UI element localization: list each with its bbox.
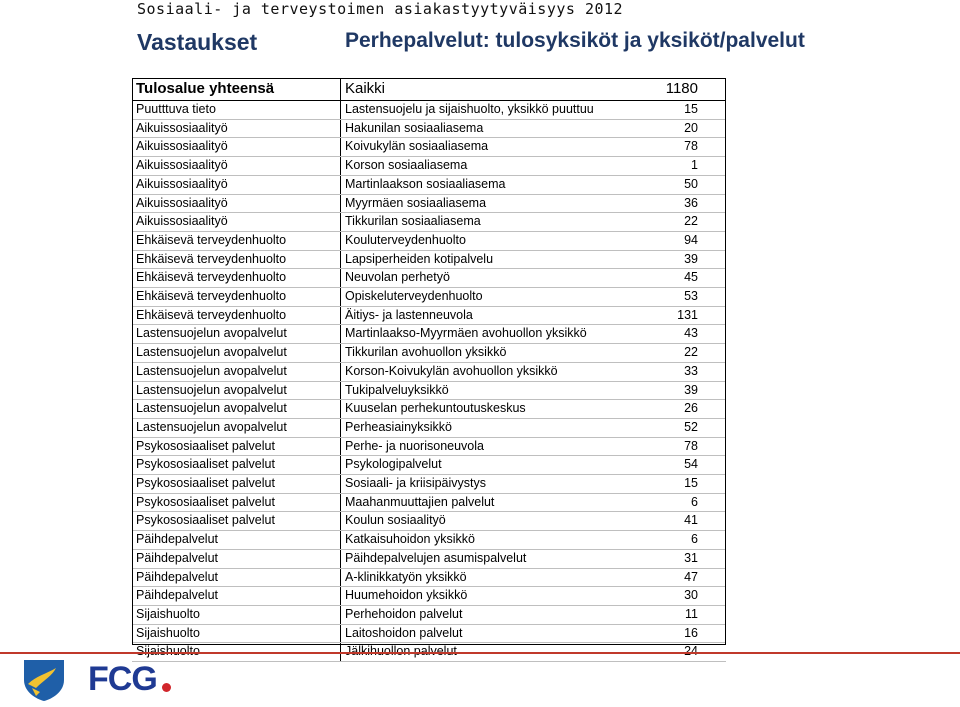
row-area: Aikuissosiaalityö — [132, 119, 341, 138]
row-count: 22 — [634, 344, 726, 363]
row-area: Psykososiaaliset palvelut — [132, 437, 341, 456]
responses-table — [132, 78, 726, 662]
row-area: Ehkäisevä terveydenhuolto — [132, 231, 341, 250]
row-count: 78 — [634, 437, 726, 456]
table-row — [132, 213, 726, 232]
row-count: 11 — [634, 605, 726, 624]
row-area: Ehkäisevä terveydenhuolto — [132, 250, 341, 269]
row-count: 45 — [634, 269, 726, 288]
table-row — [132, 549, 726, 568]
row-unit: Myyrmäen sosiaaliasema — [341, 194, 635, 213]
row-area: Aikuissosiaalityö — [132, 194, 341, 213]
row-area: Psykososiaaliset palvelut — [132, 456, 341, 475]
total-count: 1180 — [634, 78, 726, 101]
row-count: 33 — [634, 362, 726, 381]
table-row — [132, 157, 726, 176]
table-row — [132, 475, 726, 494]
row-area: Päihdepalvelut — [132, 531, 341, 550]
table-row — [132, 306, 726, 325]
table-row — [132, 512, 726, 531]
row-unit: Tikkurilan sosiaaliasema — [341, 213, 635, 232]
row-area: Aikuissosiaalityö — [132, 175, 341, 194]
row-count: 36 — [634, 194, 726, 213]
row-unit: Perhehoidon palvelut — [341, 605, 635, 624]
row-area: Aikuissosiaalityö — [132, 157, 341, 176]
table-row — [132, 138, 726, 157]
row-unit: Koivukylän sosiaaliasema — [341, 138, 635, 157]
row-count: 52 — [634, 418, 726, 437]
row-count: 6 — [634, 493, 726, 512]
row-area: Ehkäisevä terveydenhuolto — [132, 306, 341, 325]
table-row — [132, 269, 726, 288]
row-area: Päihdepalvelut — [132, 568, 341, 587]
city-crest-icon — [22, 658, 66, 707]
row-area: Päihdepalvelut — [132, 587, 341, 606]
row-count: 50 — [634, 175, 726, 194]
row-area: Sijaishuolto — [132, 605, 341, 624]
table-row — [132, 288, 726, 307]
document-top-title: Sosiaali- ja terveystoimen asiakastyytyväisyys 2012 — [137, 0, 624, 18]
row-unit: Korson-Koivukylän avohuollon yksikkö — [341, 362, 635, 381]
table-row — [132, 250, 726, 269]
row-unit: Päihdepalvelujen asumispalvelut — [341, 549, 635, 568]
row-area: Psykososiaaliset palvelut — [132, 493, 341, 512]
row-area: Aikuissosiaalityö — [132, 213, 341, 232]
row-count: 22 — [634, 213, 726, 232]
row-area: Lastensuojelun avopalvelut — [132, 381, 341, 400]
table-row — [132, 194, 726, 213]
table-row — [132, 605, 726, 624]
row-count: 39 — [634, 250, 726, 269]
row-unit: Äitiys- ja lastenneuvola — [341, 306, 635, 325]
row-count: 15 — [634, 101, 726, 120]
table-row — [132, 437, 726, 456]
row-unit: A-klinikkatyön yksikkö — [341, 568, 635, 587]
row-unit: Perhe- ja nuorisoneuvola — [341, 437, 635, 456]
row-unit: Koulun sosiaalityö — [341, 512, 635, 531]
table-row — [132, 175, 726, 194]
row-unit: Kouluterveydenhuolto — [341, 231, 635, 250]
row-unit: Huumehoidon yksikkö — [341, 587, 635, 606]
row-unit: Martinlaakso-Myyrmäen avohuollon yksikkö — [341, 325, 635, 344]
row-area: Lastensuojelun avopalvelut — [132, 418, 341, 437]
section-heading: Vastaukset — [137, 29, 258, 55]
row-count: 54 — [634, 456, 726, 475]
table-row — [132, 493, 726, 512]
table-row — [132, 231, 726, 250]
row-area: Lastensuojelun avopalvelut — [132, 325, 341, 344]
row-area: Ehkäisevä terveydenhuolto — [132, 288, 341, 307]
table-row — [132, 381, 726, 400]
footer-divider — [0, 652, 960, 654]
row-count: 6 — [634, 531, 726, 550]
table-row — [132, 456, 726, 475]
row-count: 15 — [634, 475, 726, 494]
row-area: Aikuissosiaalityö — [132, 138, 341, 157]
row-count: 78 — [634, 138, 726, 157]
row-unit: Korson sosiaaliasema — [341, 157, 635, 176]
row-unit: Laitoshoidon palvelut — [341, 624, 635, 643]
row-count: 53 — [634, 288, 726, 307]
row-area: Ehkäisevä terveydenhuolto — [132, 269, 341, 288]
row-area: Psykososiaaliset palvelut — [132, 512, 341, 531]
table-row — [132, 418, 726, 437]
table-row — [132, 344, 726, 363]
total-label: Tulosalue yhteensä — [132, 78, 341, 101]
row-count: 31 — [634, 549, 726, 568]
row-count: 47 — [634, 568, 726, 587]
total-unit: Kaikki — [341, 78, 635, 101]
table-row — [132, 325, 726, 344]
row-unit: Martinlaakson sosiaaliasema — [341, 175, 635, 194]
page-title: Perhepalvelut: tulosyksiköt ja yksiköt/palvelut — [345, 29, 805, 52]
row-count: 39 — [634, 381, 726, 400]
row-area: Sijaishuolto — [132, 624, 341, 643]
row-unit: Lastensuojelu ja sijaishuolto, yksikkö puuttuu — [341, 101, 635, 120]
row-unit: Sosiaali- ja kriisipäivystys — [341, 475, 635, 494]
row-unit: Hakunilan sosiaaliasema — [341, 119, 635, 138]
row-area: Puutttuva tieto — [132, 101, 341, 120]
table-row — [132, 362, 726, 381]
table-row — [132, 568, 726, 587]
row-count: 1 — [634, 157, 726, 176]
row-count: 131 — [634, 306, 726, 325]
row-count: 43 — [634, 325, 726, 344]
row-unit: Psykologipalvelut — [341, 456, 635, 475]
table-row — [132, 531, 726, 550]
row-area: Lastensuojelun avopalvelut — [132, 400, 341, 419]
row-unit: Neuvolan perhetyö — [341, 269, 635, 288]
table-row — [132, 587, 726, 606]
row-unit: Katkaisuhoidon yksikkö — [341, 531, 635, 550]
row-unit: Maahanmuuttajien palvelut — [341, 493, 635, 512]
row-unit: Opiskeluterveydenhuolto — [341, 288, 635, 307]
row-count: 41 — [634, 512, 726, 531]
row-area: Lastensuojelun avopalvelut — [132, 362, 341, 381]
table-row — [132, 101, 726, 120]
row-area: Lastensuojelun avopalvelut — [132, 344, 341, 363]
row-unit: Perheasiainyksikkö — [341, 418, 635, 437]
row-area: Päihdepalvelut — [132, 549, 341, 568]
table-row — [132, 400, 726, 419]
row-count: 30 — [634, 587, 726, 606]
fcg-logo: FCG — [88, 660, 157, 698]
row-unit: Lapsiperheiden kotipalvelu — [341, 250, 635, 269]
row-count: 20 — [634, 119, 726, 138]
row-area: Psykososiaaliset palvelut — [132, 475, 341, 494]
row-unit: Tukipalveluyksikkö — [341, 381, 635, 400]
row-unit: Tikkurilan avohuollon yksikkö — [341, 344, 635, 363]
row-count: 16 — [634, 624, 726, 643]
table-row — [132, 119, 726, 138]
table-row — [132, 624, 726, 643]
fcg-logo-dot — [162, 683, 171, 692]
row-unit: Kuuselan perhekuntoutuskeskus — [341, 400, 635, 419]
row-count: 94 — [634, 231, 726, 250]
total-row — [132, 78, 726, 101]
row-count: 26 — [634, 400, 726, 419]
